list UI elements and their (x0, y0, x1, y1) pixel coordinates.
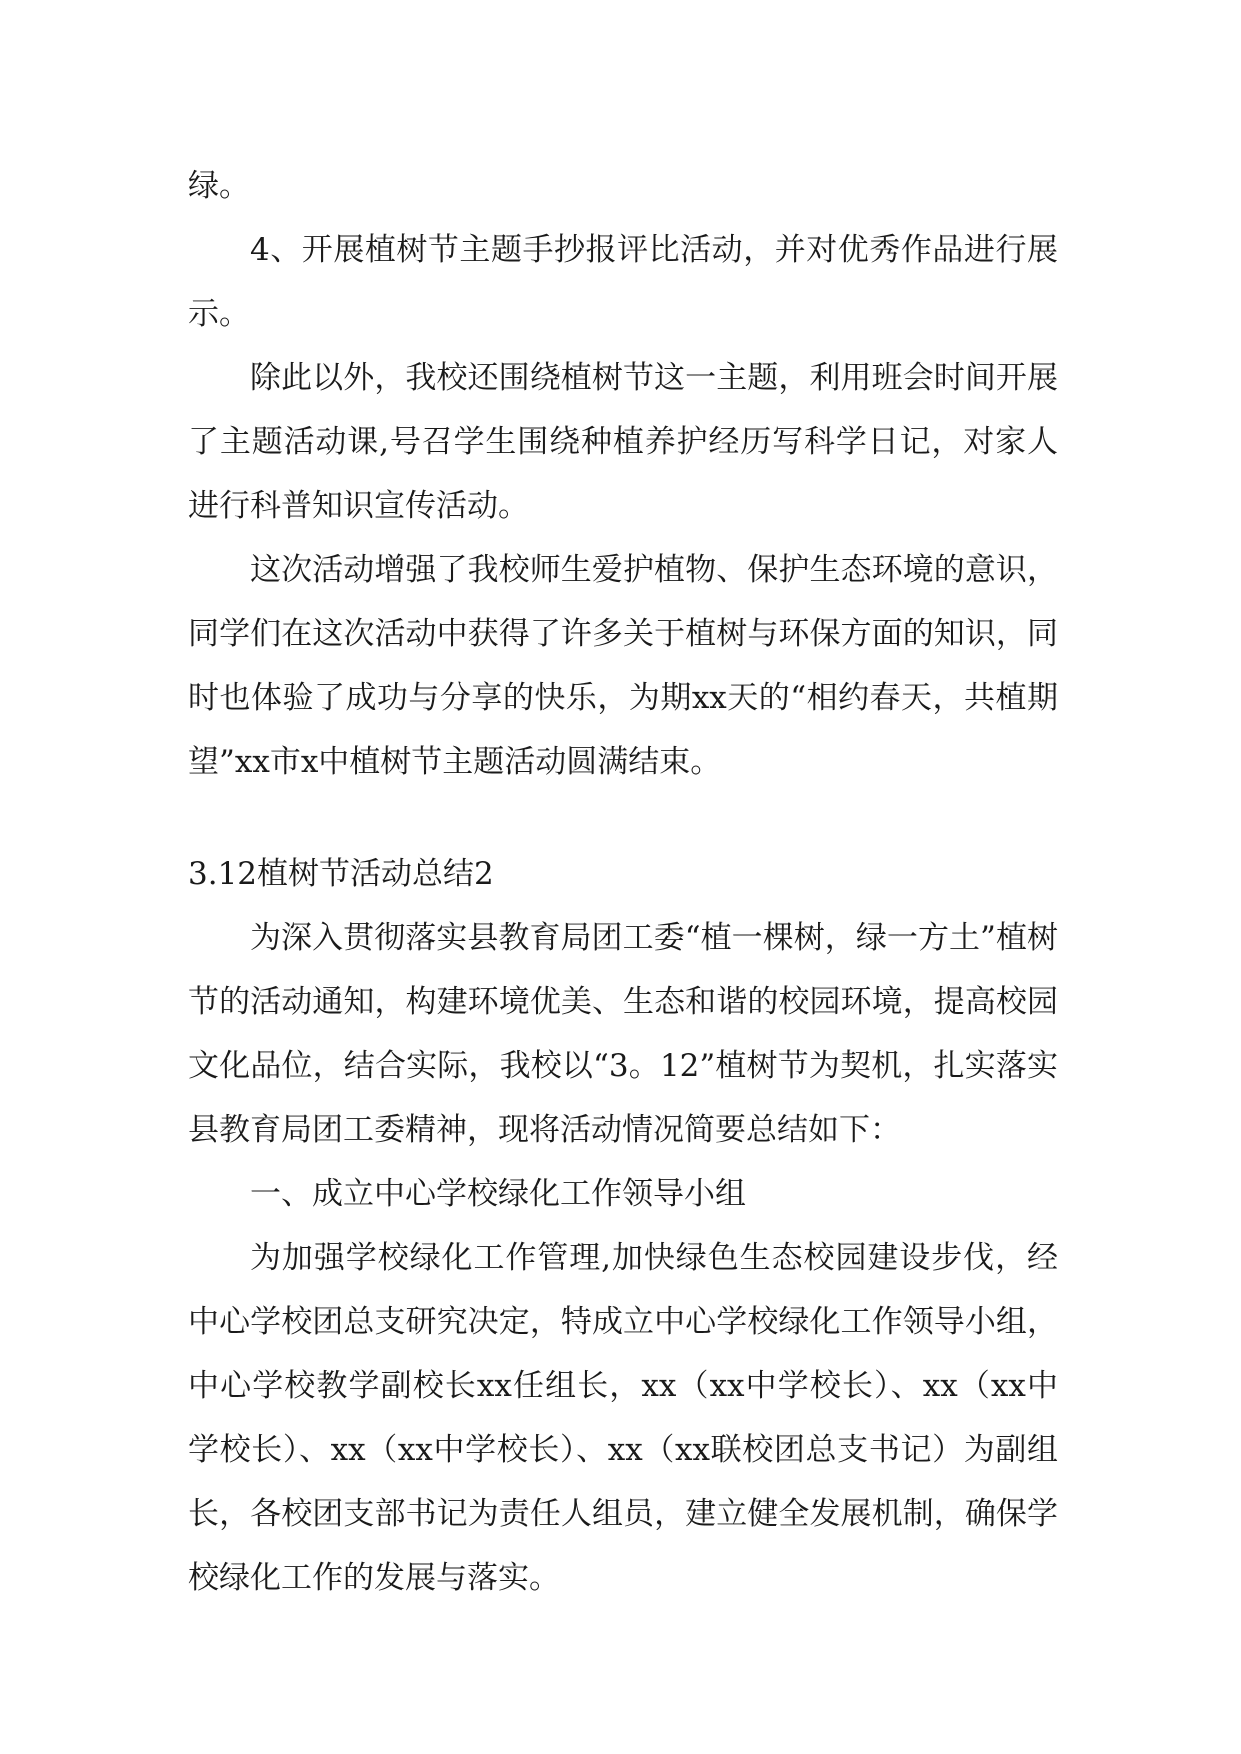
section-title: 3.12植树节活动总结2 (188, 856, 494, 892)
paragraph-additional-activities: 除此以外，我校还围绕植树节这一主题，利用班会时间开展了主题活动课,号召学生围绕种植养护经历写科学日记，对家人进行科普知识宣传活动。 (188, 360, 1058, 524)
paragraph-leadership-group: 为加强学校绿化工作管理,加快绿色生态校园建设步伐，经中心学校团总支研究决定，特成立中心学校绿化工作领导小组，中心学校教学副校长xx任组长，xx（xx中学校长）、xx（xx中学校长）、xx（xx中学校长）、xx（xx联校团总支书记）为副组长，各校团支部书记为责任人组员，建立健全发展机制，确保学校绿化工作的发展与落实。 (188, 1240, 1058, 1596)
subsection-heading: 一、成立中心学校绿化工作领导小组 (250, 1176, 746, 1212)
paragraph-item-4: 4、开展植树节主题手抄报评比活动，并对优秀作品进行展示。 (188, 232, 1058, 332)
paragraph-intro: 为深入贯彻落实县教育局团工委“植一棵树，绿一方土”植树节的活动通知，构建环境优美、生态和谐的校园环境，提高校园文化品位，结合实际，我校以“3。12”植树节为契机，扎实落实县教育局团工委精神，现将活动情况简要总结如下： (188, 920, 1058, 1148)
paragraph-continuation: 绿。 (188, 168, 250, 204)
paragraph-conclusion: 这次活动增强了我校师生爱护植物、保护生态环境的意识，同学们在这次活动中获得了许多关于植树与环保方面的知识，同时也体验了成功与分享的快乐，为期xx天的“相约春天，共植期望”xx市x中植树节主题活动圆满结束。 (188, 552, 1058, 780)
document-body (188, 154, 1058, 1610)
